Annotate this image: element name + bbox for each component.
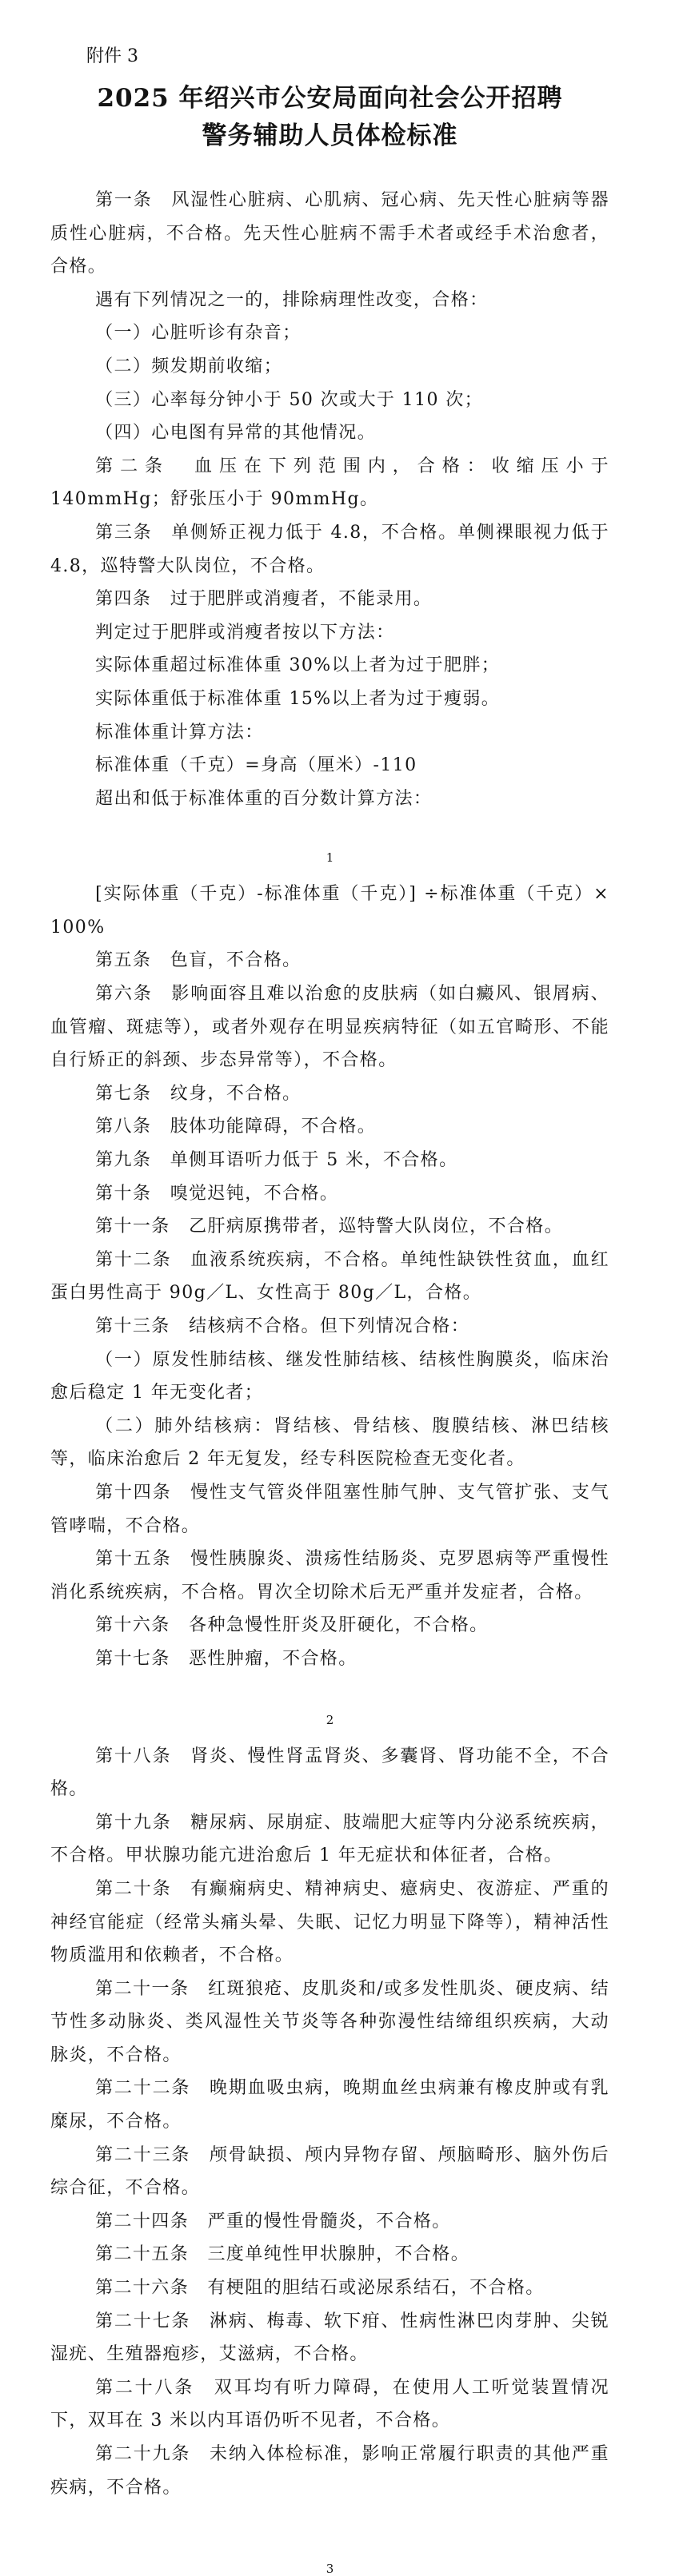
clause-4-standard-weight-label: 标准体重计算方法：	[95, 722, 264, 743]
clause-1-item-3: （三）心率每分钟小于 50 次或大于 110 次；	[95, 389, 484, 410]
clause-9: 第九条 单侧耳语听力低于 5 米，不合格。	[95, 1150, 458, 1171]
clause-27: 第二十七条 淋病、梅毒、软下疳、性病性淋巴肉芽肿、尖锐湿疣、生殖器疱疹，艾滋病，不合格。	[50, 2311, 609, 2365]
clause-20: 第二十条 有癫痫病史、精神病史、癔病史、夜游症、严重的神经官能症（经常头痛头晕、失眠、记忆力明显下降等），精神活性物质滥用和依赖者，不合格。	[50, 1878, 609, 1966]
clause-16: 第十六条 各种急慢性肝炎及肝硬化，不合格。	[95, 1615, 489, 1636]
page-number-3: 3	[326, 2562, 334, 2576]
clause-18: 第十八条 肾炎、慢性肾盂肾炎、多囊肾、肾功能不全，不合格。	[50, 1746, 609, 1800]
document-title-line-1: 2025 年绍兴市公安局面向社会公开招聘	[97, 84, 563, 113]
clause-13-item-1: （一）原发性肺结核、继发性肺结核、结核性胸膜炎，临床治愈后稳定 1 年无变化者；	[50, 1349, 609, 1403]
page-2-body	[50, 878, 609, 1675]
page-number-1: 1	[326, 850, 334, 866]
clause-14: 第十四条 慢性支气管炎伴阻塞性肺气肿、支气管扩张、支气管哮喘，不合格。	[50, 1482, 609, 1536]
clause-4-percentage-label: 超出和低于标准体重的百分数计算方法：	[95, 788, 433, 809]
attachment-label: 附件 3	[86, 46, 138, 66]
clause-23: 第二十三条 颅骨缺损、颅内异物存留、颅脑畸形、脑外伤后综合征，不合格。	[50, 2144, 609, 2199]
clause-1-item-1: （一）心脏听诊有杂音；	[95, 323, 302, 344]
clause-8: 第八条 肢体功能障碍，不合格。	[95, 1117, 377, 1137]
clause-17: 第十七条 恶性肿瘤，不合格。	[95, 1648, 357, 1669]
clause-21: 第二十一条 红斑狼疮、皮肌炎和/或多发性肌炎、硬皮病、结节性多动脉炎、类风湿性关节炎等各种弥漫性结缔组织疾病，大动脉炎，不合格。	[50, 1978, 609, 2065]
clause-1-item-2: （二）频发期前收缩；	[95, 356, 283, 376]
clause-10: 第十条 嗅觉迟钝，不合格。	[95, 1183, 339, 1204]
clause-7: 第七条 纹身，不合格。	[95, 1083, 302, 1104]
clause-28: 第二十八条 双耳均有听力障碍，在使用人工听觉装置情况下，双耳在 3 米以内耳语仍听不见者，不合格。	[50, 2377, 609, 2431]
document-title-line-2: 警务辅助人员体检标准	[202, 121, 458, 150]
page-number-2: 2	[326, 1712, 334, 1727]
clause-2: 第二条 血压在下列范围内，合格：收缩压小于 140mmHg；舒张压小于 90mmHg。	[50, 456, 609, 510]
clause-4-overweight-rule: 实际体重超过标准体重 30%以上者为过于肥胖；	[95, 655, 501, 676]
clause-4: 第四条 过于肥胖或消瘦者，不能录用。	[95, 589, 433, 610]
clause-1-item-4: （四）心电图有异常的其他情况。	[95, 423, 377, 444]
clause-3: 第三条 单侧矫正视力低于 4.8，不合格。单侧裸眼视力低于 4.8，巡特警大队岗位，不合格。	[50, 522, 609, 576]
clause-6: 第六条 影响面容且难以治愈的皮肤病（如白癜风、银屑病、血管瘤、斑痣等），或者外观存在明显疾病特征（如五官畸形、不能自行矫正的斜颈、步态异常等），不合格。	[50, 984, 609, 1071]
page-1-body	[50, 184, 609, 815]
clause-1: 第一条 风湿性心脏病、心肌病、冠心病、先天性心脏病等器质性心脏病，不合格。先天性心脏病不需手术者或经手术治愈者，合格。	[50, 190, 609, 277]
clause-15: 第十五条 慢性胰腺炎、溃疡性结肠炎、克罗恩病等严重慢性消化系统疾病，不合格。胃次全切除术后无严重并发症者，合格。	[50, 1549, 609, 1603]
clause-19: 第十九条 糖尿病、尿崩症、肢端肥大症等内分泌系统疾病，不合格。甲状腺功能亢进治愈后 1 年无症状和体征者，合格。	[50, 1812, 609, 1866]
clause-4-percentage-formula: [实际体重（千克）-标准体重（千克）] ÷标准体重（千克）× 100%	[50, 884, 609, 938]
clause-25: 第二十五条 三度单纯性甲状腺肿，不合格。	[95, 2244, 470, 2265]
clause-26: 第二十六条 有梗阻的胆结石或泌尿系结石，不合格。	[95, 2278, 545, 2299]
clause-22: 第二十二条 晚期血吸虫病，晚期血丝虫病兼有橡皮肿或有乳糜尿，不合格。	[50, 2078, 609, 2132]
clause-4-method: 判定过于肥胖或消瘦者按以下方法：	[95, 622, 395, 643]
clause-11: 第十一条 乙肝病原携带者，巡特警大队岗位，不合格。	[95, 1216, 564, 1237]
clause-13-item-2: （二）肺外结核病：肾结核、骨结核、腹膜结核、淋巴结核等，临床治愈后 2 年无复发，经专科医院检查无变化者。	[50, 1415, 609, 1470]
clause-24: 第二十四条 严重的慢性骨髓炎，不合格。	[95, 2211, 451, 2232]
clause-4-underweight-rule: 实际体重低于标准体重 15%以上者为过于瘦弱。	[95, 688, 501, 709]
page-3-body	[50, 1740, 609, 2505]
clause-29: 第二十九条 未纳入体检标准，影响正常履行职责的其他严重疾病，不合格。	[50, 2444, 609, 2498]
clause-1-note: 遇有下列情况之一的，排除病理性改变，合格：	[95, 289, 489, 310]
document-title	[50, 80, 609, 155]
clause-13: 第十三条 结核病不合格。但下列情况合格：	[95, 1316, 470, 1336]
clause-4-standard-weight-formula: 标准体重（千克）=身高（厘米）-110	[95, 755, 417, 776]
clause-12: 第十二条 血液系统疾病，不合格。单纯性缺铁性贫血，血红蛋白男性高于 90g／L、女性高于 80g／L，合格。	[50, 1249, 609, 1304]
clause-5: 第五条 色盲，不合格。	[95, 950, 302, 971]
